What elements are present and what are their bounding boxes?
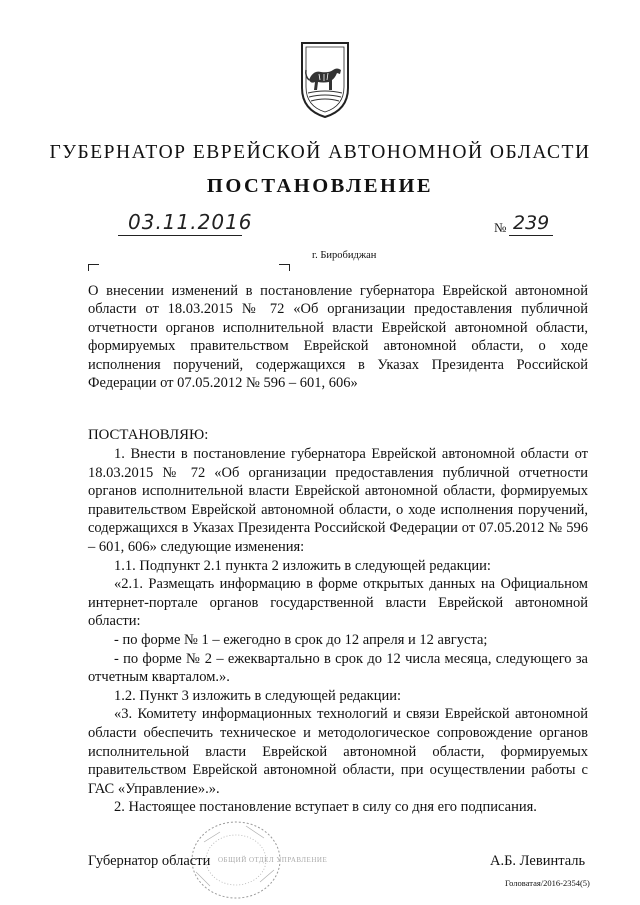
tiger-icon xyxy=(306,69,341,91)
coat-of-arms-icon xyxy=(299,40,351,120)
paragraph-1-1: 1.1. Подпункт 2.1 пункта 2 изложить в следующей редакции: xyxy=(114,557,491,574)
org-name: ГУБЕРНАТОР ЕВРЕЙСКОЙ АВТОНОМНОЙ ОБЛАСТИ xyxy=(49,142,591,163)
paragraph-form-2: - по форме № 2 – ежеквартально в срок до 12 числа месяца, следующего за отчетным кварталом.». xyxy=(88,650,588,686)
paragraph-2: 2. Настоящее постановление вступает в силу со дня его подписания. xyxy=(114,799,537,816)
signature-title: Губернатор области xyxy=(88,853,211,869)
number-underline xyxy=(509,235,553,236)
document-body xyxy=(88,445,588,817)
document-type: ПОСТАНОВЛЕНИЕ xyxy=(206,175,434,197)
document-title: О внесении изменений в постановление губернатора Еврейской автономной области от 18.03.2015 № 72 «Об организации предоставления публичной отчетности органов исполнительной власти Еврейской автономной области, формируемых правительством Еврейской автономной области, о ходе исполнения поручений, содержащихся в Указах Президента Российской Федерации от 07.05.2012 № 596 – 601, 606» xyxy=(88,283,588,392)
paragraph-form-1: - по форме № 1 – ежегодно в срок до 12 апреля и 12 августа; xyxy=(114,631,488,648)
resolve-heading: ПОСТАНОВЛЯЮ: xyxy=(88,427,209,443)
signatory-name: А.Б. Левинталь xyxy=(490,853,586,869)
paragraph-1: 1. Внести в постановление губернатора Еврейской автономной области от 18.03.2015 № 72 «Об организации предоставления публичной отчетности органов исполнительной власти Еврейской автономной области, формируемых правительством Еврейской автономной области, о ходе исполнения поручений, содержащихся в Указах Президента Российской Федерации от 07.05.2012 № 596 – 601, 606» следующие изменения: xyxy=(88,446,588,555)
date-underline xyxy=(118,235,242,236)
document-number-label: № xyxy=(494,220,507,235)
paragraph-3-quote: «3. Комитету информационных технологий и связи Еврейской автономной области обеспечить техническое и методологическое сопровождение органов исполнительной власти Еврейской автономной области, формируемых правительством Еврейской автономной области, при осуществлении работы с ГАС «Управление».». xyxy=(88,706,588,797)
paragraph-1-2: 1.2. Пункт 3 изложить в следующей редакции: xyxy=(114,687,402,704)
title-bracket-left xyxy=(88,264,99,271)
title-bracket-right xyxy=(279,264,290,271)
footer-code: Головатая/2016-2354(5) xyxy=(505,878,590,888)
paragraph-2-1-quote: «2.1. Размещать информацию в форме открытых данных на Официальном интернет-портале органов государственной власти Еврейской автономной области: xyxy=(88,576,588,630)
document-date: 03.11.2016 xyxy=(128,210,253,234)
document-number: 239 xyxy=(513,212,550,234)
seal-text: ОБЩИЙ ОТДЕЛ УПРАВЛЕНИЕ xyxy=(218,856,328,864)
city: г. Биробиджан xyxy=(312,250,377,261)
